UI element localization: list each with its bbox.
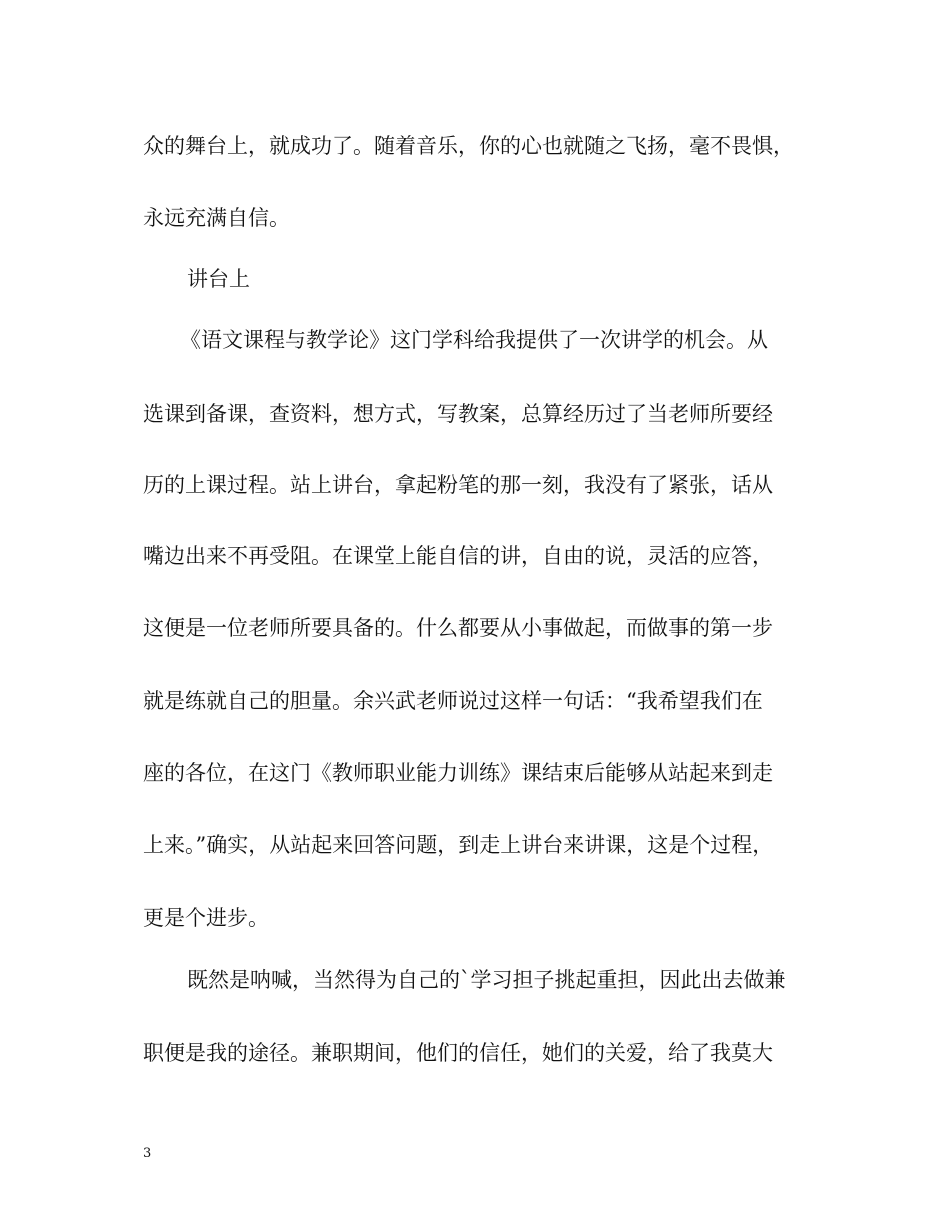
text-line: 永远充满自信。 xyxy=(143,206,290,230)
text-line: 上来。”确实，从站起来回答问题，到走上讲台来讲课，这是个过程， xyxy=(143,833,774,857)
text-line: 职便是我的途径。兼职期间，他们的信任，她们的关爱，给了我莫大 xyxy=(143,1041,773,1065)
text-line: 座的各位，在这门《教师职业能力训练》课结束后能够从站起来到走 xyxy=(143,761,773,785)
text-line: 《语文课程与教学论》这门学科给我提供了一次讲学的机会。从 xyxy=(180,328,768,352)
text-line: 就是练就自己的胆量。余兴武老师说过这样一句话：“我希望我们在 xyxy=(143,689,763,713)
text-line: 嘴边出来不再受阻。在课堂上能自信的讲，自由的说，灵活的应答， xyxy=(143,544,773,568)
section-heading: 讲台上 xyxy=(187,267,250,291)
text-line: 历的上课过程。站上讲台，拿起粉笔的那一刻，我没有了紧张，话从 xyxy=(143,473,773,497)
text-line: 众的舞台上，就成功了。随着音乐，你的心也就随之飞扬，毫不畏惧， xyxy=(143,134,794,158)
text-line: 选课到备课，查资料，想方式，写教案，总算经历过了当老师所要经 xyxy=(143,402,773,426)
text-line: 更是个进步。 xyxy=(143,906,269,930)
page-number: 3 xyxy=(143,1146,152,1161)
text-line: 这便是一位老师所要具备的。什么都要从小事做起，而做事的第一步 xyxy=(143,616,773,640)
text-line: 既然是呐喊，当然得为自己的`学习担子挑起重担，因此出去做兼 xyxy=(187,968,786,992)
